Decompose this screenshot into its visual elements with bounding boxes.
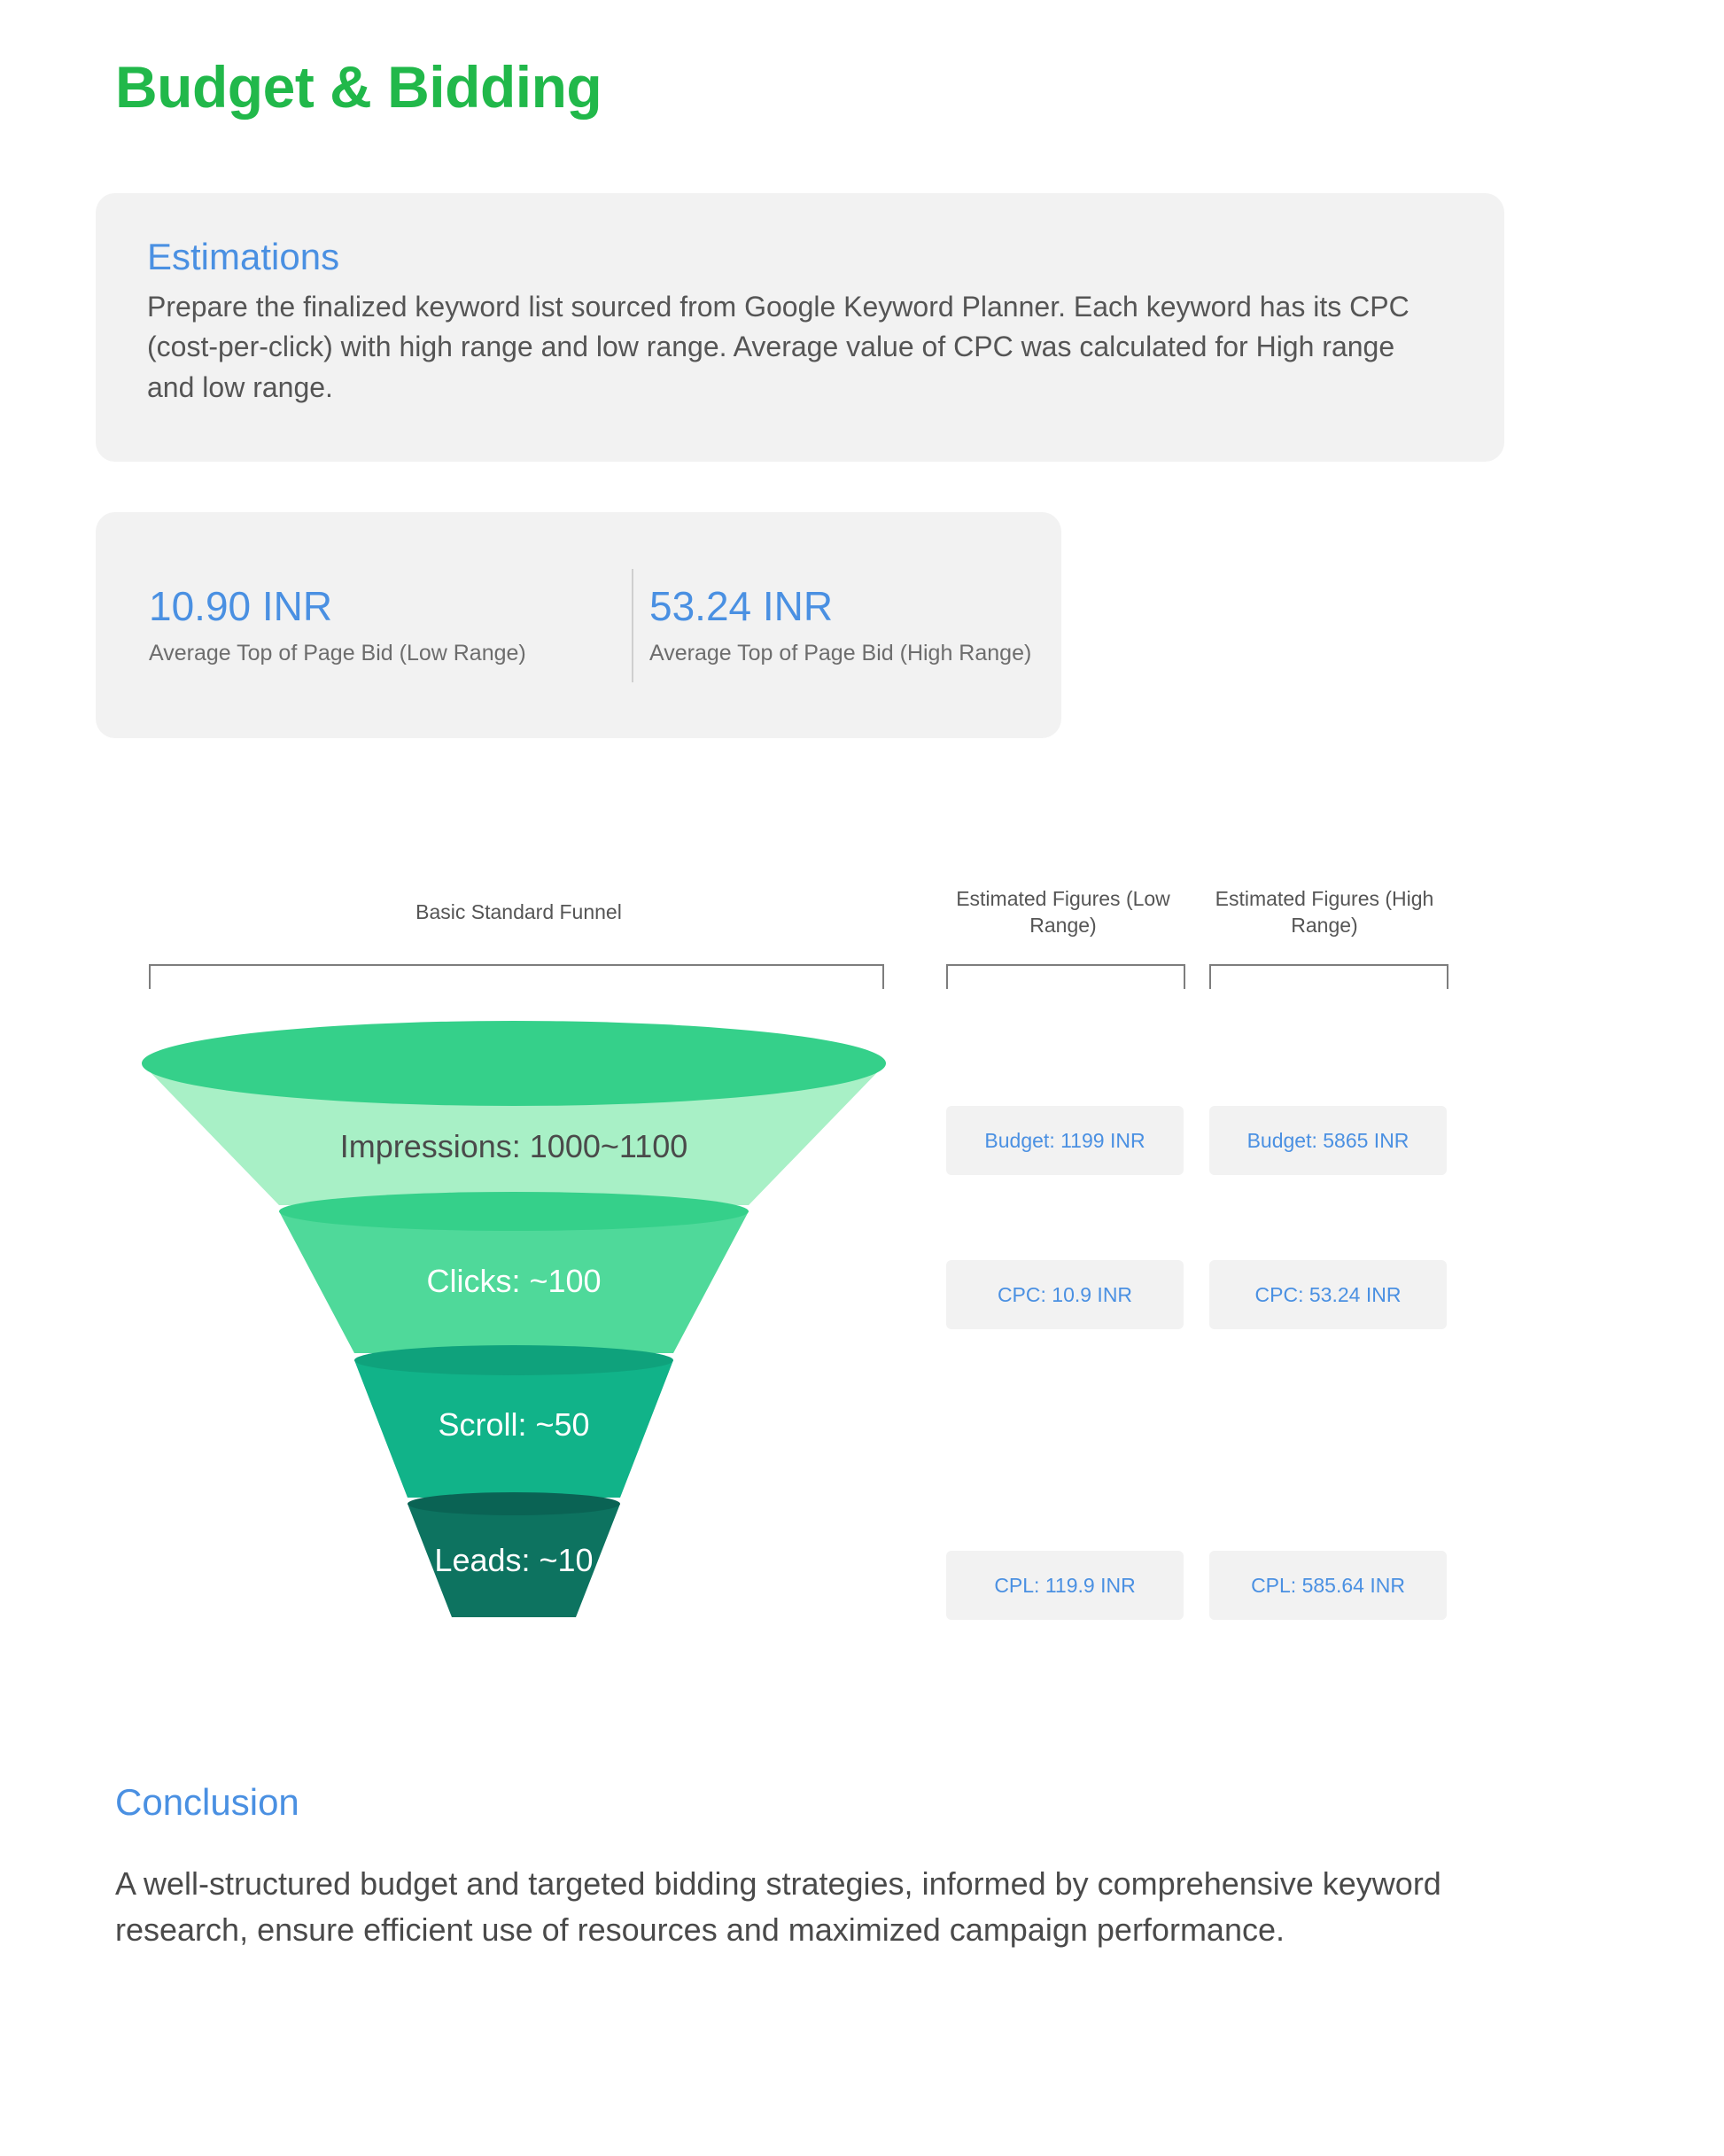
bid-high-value: 53.24 INR bbox=[649, 583, 834, 629]
bid-high-range bbox=[579, 582, 1061, 668]
funnel-chart-section bbox=[0, 851, 1724, 1666]
figure-budget-low: Budget: 1199 INR bbox=[946, 1106, 1184, 1175]
bid-divider bbox=[632, 569, 633, 682]
high-range-column-header: Estimated Figures (High Range) bbox=[1215, 887, 1434, 937]
high-range-bracket bbox=[1209, 964, 1448, 989]
conclusion-body: A well-structured budget and targeted bidding strategies, informed by comprehensive keyword research, ensure efficient use of resources and maximized campaign performance. bbox=[115, 1865, 1441, 1949]
figure-cpl-low: CPL: 119.9 INR bbox=[946, 1551, 1184, 1620]
bid-low-value: 10.90 INR bbox=[149, 583, 333, 629]
funnel-stage-4-shape bbox=[408, 1504, 620, 1617]
funnel-graphic bbox=[142, 1015, 886, 1617]
funnel-stage-2-rim bbox=[279, 1192, 749, 1231]
figure-budget-high: Budget: 5865 INR bbox=[1209, 1106, 1447, 1175]
funnel-bracket bbox=[149, 964, 884, 989]
figure-cpc-low: CPC: 10.9 INR bbox=[946, 1260, 1184, 1329]
funnel-label-leads: Leads: ~10 bbox=[434, 1542, 594, 1578]
estimations-body: Prepare the finalized keyword list sourced from Google Keyword Planner. Each keyword has its CPC (cost-per-click) with high range and low range. Average value of CPC was calculated for High range and low range. bbox=[147, 291, 1409, 403]
bid-low-range bbox=[96, 582, 579, 668]
funnel-stage-4-rim bbox=[408, 1492, 620, 1515]
funnel-stage-2-shape bbox=[279, 1211, 749, 1353]
bid-high-label: Average Top of Page Bid (High Range) bbox=[649, 641, 1032, 665]
funnel-label-clicks: Clicks: ~100 bbox=[426, 1263, 602, 1299]
funnel-label-scroll: Scroll: ~50 bbox=[438, 1406, 590, 1443]
figure-cpc-high: CPC: 53.24 INR bbox=[1209, 1260, 1447, 1329]
conclusion-heading: Conclusion bbox=[115, 1781, 299, 1823]
low-range-bracket bbox=[946, 964, 1185, 989]
page-title: Budget & Bidding bbox=[115, 54, 602, 120]
funnel-stage-3-shape bbox=[354, 1360, 673, 1498]
bid-low-label: Average Top of Page Bid (Low Range) bbox=[149, 641, 526, 665]
funnel-column-header: Basic Standard Funnel bbox=[415, 900, 622, 923]
figure-cpl-high: CPL: 585.64 INR bbox=[1209, 1551, 1447, 1620]
low-range-column-header: Estimated Figures (Low Range) bbox=[956, 887, 1170, 937]
funnel-label-impressions: Impressions: 1000~1100 bbox=[339, 1128, 688, 1164]
estimations-card bbox=[96, 193, 1504, 462]
funnel-stage-3-rim bbox=[354, 1345, 673, 1375]
estimations-heading: Estimations bbox=[147, 236, 340, 277]
funnel-svg bbox=[142, 1015, 886, 1617]
bid-summary-card bbox=[96, 512, 1061, 738]
funnel-top-rim bbox=[142, 1021, 886, 1106]
